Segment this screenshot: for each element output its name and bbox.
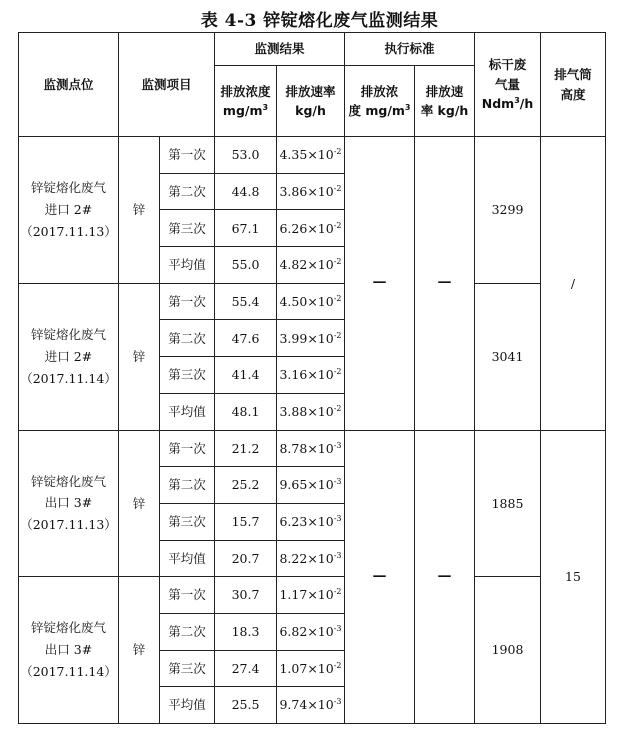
concentration-value: 55.0 <box>215 247 277 284</box>
sample-label: 第一次 <box>160 577 215 614</box>
table-row <box>19 430 606 467</box>
sample-label: 第二次 <box>160 320 215 357</box>
flow-value: 3041 <box>475 283 541 430</box>
std-concentration-dash: — <box>345 137 415 431</box>
sample-label: 第三次 <box>160 650 215 687</box>
monitoring-point: 锌锭熔化废气 进口 2# （2017.11.13） <box>19 137 119 284</box>
concentration-value: 55.4 <box>215 283 277 320</box>
concentration-value: 27.4 <box>215 650 277 687</box>
concentration-value: 21.2 <box>215 430 277 467</box>
rate-value: $9.65\times 10^{-3}$ <box>277 467 345 504</box>
header-stack-height: 排气筒 高度 <box>541 33 606 137</box>
header-flow: 标干废 气量 Ndm$^3$/h <box>475 33 541 137</box>
concentration-value: 41.4 <box>215 357 277 394</box>
concentration-value: 47.6 <box>215 320 277 357</box>
table-row <box>19 283 606 320</box>
concentration-value: 44.8 <box>215 173 277 210</box>
pollutant-cell: 锌 <box>119 283 160 430</box>
header-rate: 排放速率 kg/h <box>277 66 345 137</box>
rate-value: $6.23\times 10^{-3}$ <box>277 503 345 540</box>
sample-label: 第一次 <box>160 430 215 467</box>
pollutant-cell: 锌 <box>119 430 160 577</box>
concentration-value: 20.7 <box>215 540 277 577</box>
sample-label: 第二次 <box>160 467 215 504</box>
rate-value: $3.86\times 10^{-2}$ <box>277 173 345 210</box>
monitoring-point: 锌锭熔化废气 出口 3# （2017.11.14） <box>19 577 119 724</box>
rate-value: $4.50\times 10^{-2}$ <box>277 283 345 320</box>
header-std-rate: 排放速 率 kg/h <box>415 66 475 137</box>
header-row-1 <box>19 33 606 66</box>
monitoring-results-table <box>18 32 606 724</box>
rate-value: $6.82\times 10^{-3}$ <box>277 613 345 650</box>
rate-value: $8.78\times 10^{-3}$ <box>277 430 345 467</box>
sample-label: 平均值 <box>160 687 215 724</box>
sample-label: 第一次 <box>160 137 215 174</box>
sample-label: 第三次 <box>160 503 215 540</box>
pollutant-cell: 锌 <box>119 577 160 724</box>
sample-label: 平均值 <box>160 247 215 284</box>
concentration-value: 67.1 <box>215 210 277 247</box>
rate-value: $3.99\times 10^{-2}$ <box>277 320 345 357</box>
table-row <box>19 577 606 614</box>
concentration-value: 25.2 <box>215 467 277 504</box>
monitoring-point: 锌锭熔化废气 出口 3# （2017.11.13） <box>19 430 119 577</box>
sample-label: 平均值 <box>160 393 215 430</box>
table-row <box>19 137 606 174</box>
table-title: 表 4-3 锌锭熔化废气监测结果 <box>200 11 439 31</box>
header-point: 监测点位 <box>19 33 119 137</box>
pollutant-cell: 锌 <box>119 137 160 284</box>
rate-value: $8.22\times 10^{-3}$ <box>277 540 345 577</box>
std-concentration-dash: — <box>345 430 415 724</box>
concentration-value: 18.3 <box>215 613 277 650</box>
sample-label: 平均值 <box>160 540 215 577</box>
stack-height-outlet: 15 <box>541 430 606 724</box>
rate-value: $4.82\times 10^{-2}$ <box>277 247 345 284</box>
sample-label: 第三次 <box>160 210 215 247</box>
flow-value: 3299 <box>475 137 541 284</box>
concentration-value: 25.5 <box>215 687 277 724</box>
sample-label: 第三次 <box>160 357 215 394</box>
rate-value: $4.35\times 10^{-2}$ <box>277 137 345 174</box>
header-results: 监测结果 <box>215 33 345 66</box>
concentration-value: 15.7 <box>215 503 277 540</box>
rate-value: $6.26\times 10^{-2}$ <box>277 210 345 247</box>
header-concentration: 排放浓度 $mg/m^3$ <box>215 66 277 137</box>
rate-value: $1.17\times 10^{-2}$ <box>277 577 345 614</box>
std-rate-dash: — <box>415 430 475 724</box>
concentration-value: 53.0 <box>215 137 277 174</box>
rate-value: $9.74\times 10^{-3}$ <box>277 687 345 724</box>
monitoring-point: 锌锭熔化废气 进口 2# （2017.11.14） <box>19 283 119 430</box>
std-rate-dash: — <box>415 137 475 431</box>
header-item: 监测项目 <box>119 33 215 137</box>
header-standard: 执行标准 <box>345 33 475 66</box>
flow-value: 1885 <box>475 430 541 577</box>
sample-label: 第二次 <box>160 613 215 650</box>
sample-label: 第二次 <box>160 173 215 210</box>
sample-label: 第一次 <box>160 283 215 320</box>
header-std-concentration: 排放浓 度 $mg/m^3$ <box>345 66 415 137</box>
flow-value: 1908 <box>475 577 541 724</box>
concentration-value: 30.7 <box>215 577 277 614</box>
rate-value: $3.88\times 10^{-2}$ <box>277 393 345 430</box>
concentration-value: 48.1 <box>215 393 277 430</box>
rate-value: $3.16\times 10^{-2}$ <box>277 357 345 394</box>
stack-height-inlet: / <box>541 137 606 431</box>
rate-value: $1.07\times 10^{-2}$ <box>277 650 345 687</box>
